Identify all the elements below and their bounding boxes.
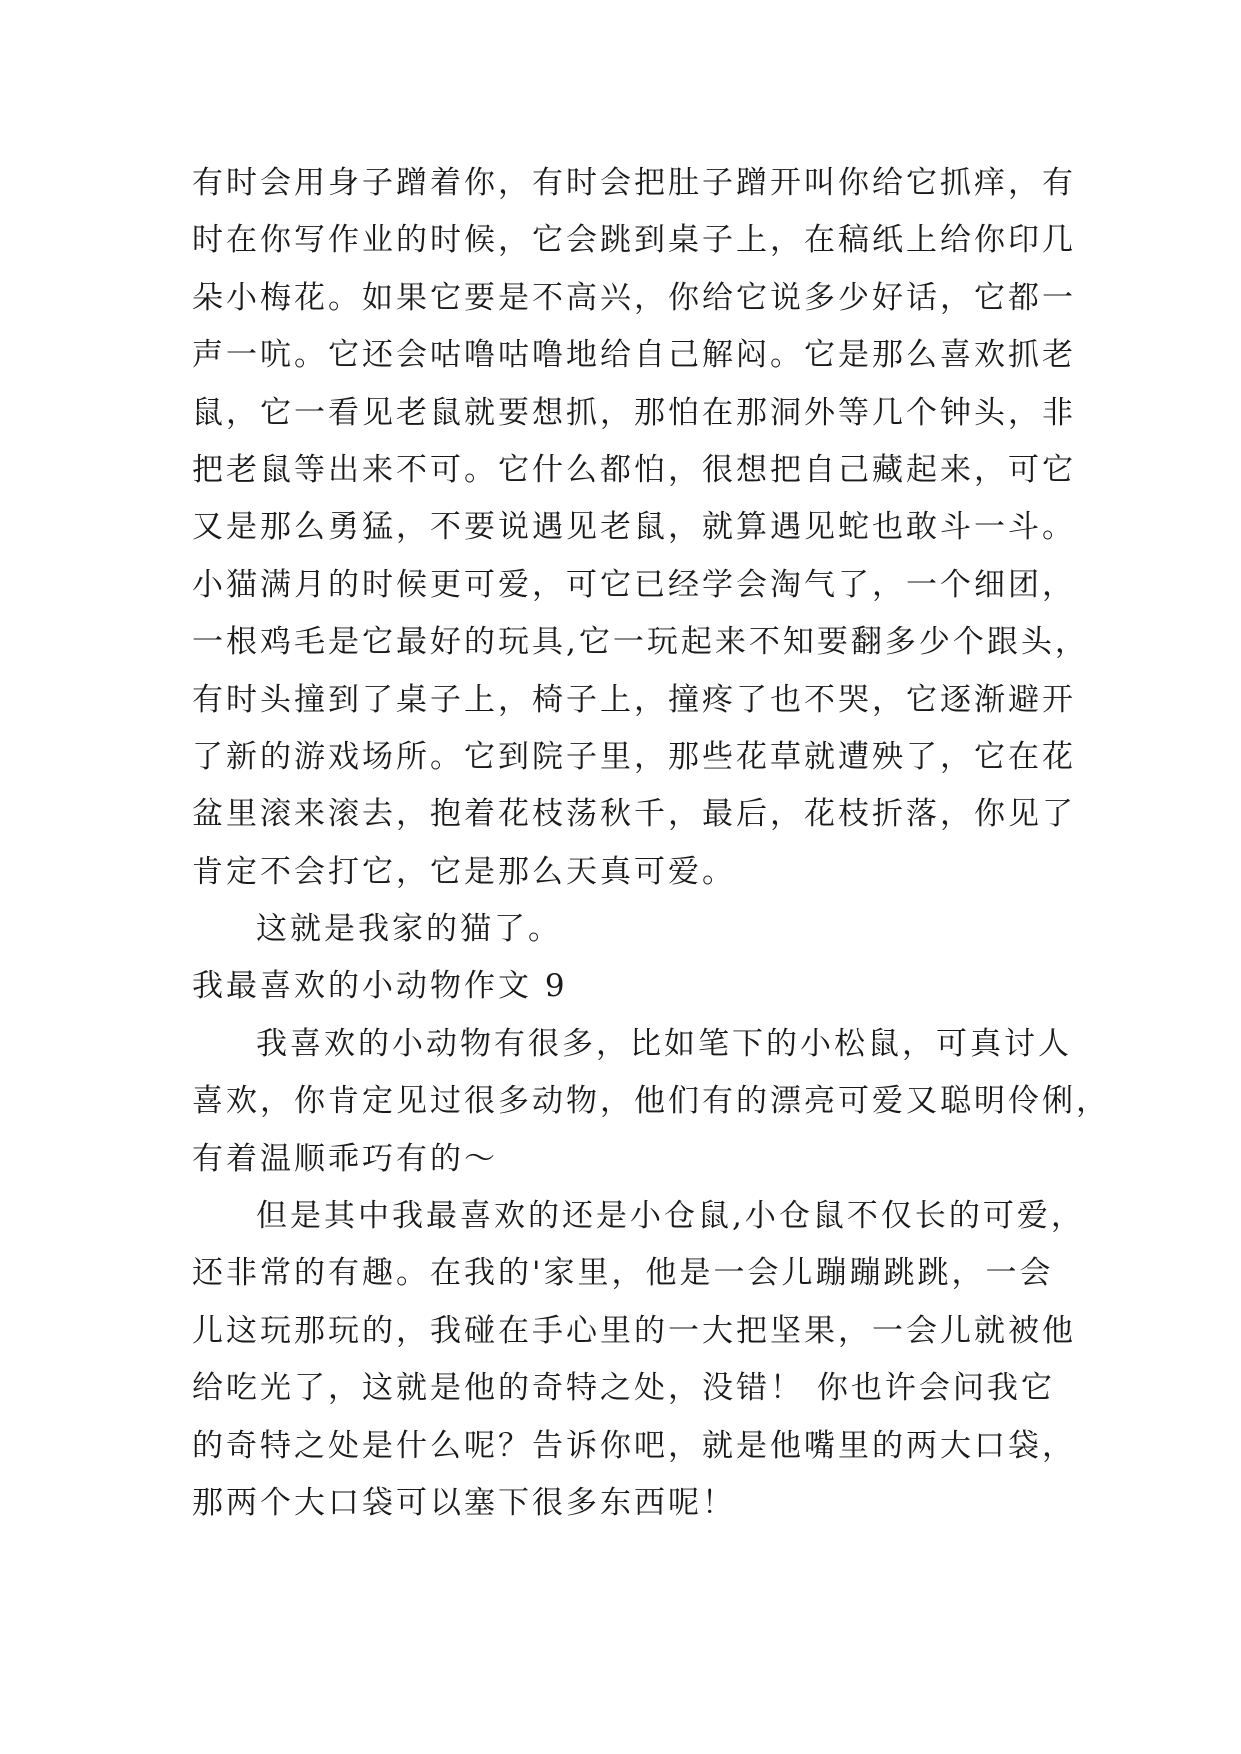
- text-line: 时在你写作业的时候，它会跳到桌子上，在稿纸上给你印几: [192, 222, 1076, 259]
- text-line: 的奇特之处是什么呢？告诉你吧，就是他嘴里的两大口袋，: [192, 1427, 1076, 1464]
- text-line: 有着温顺乖巧有的～: [192, 1140, 498, 1177]
- section-heading: 我最喜欢的小动物作文 9: [192, 968, 568, 1005]
- text-line: 儿这玩那玩的，我碰在手心里的一大把坚果，一会儿就被他: [192, 1312, 1076, 1349]
- text-line: 有时头撞到了桌子上，椅子上，撞疼了也不哭，它逐渐避开: [192, 681, 1076, 718]
- text-line: 给吃光了，这就是他的奇特之处，没错！ 你也许会问我它: [192, 1370, 1055, 1407]
- text-line: 肯定不会打它，它是那么天真可爱。: [192, 853, 736, 890]
- text-line: 鼠，它一看见老鼠就要想抓，那怕在那洞外等几个钟头，非: [192, 394, 1076, 431]
- text-line: 那两个大口袋可以塞下很多东西呢！: [192, 1484, 736, 1521]
- text-line: 我喜欢的小动物有很多，比如笔下的小松鼠，可真讨人: [256, 1025, 1072, 1062]
- text-line: 朵小梅花。如果它要是不高兴，你给它说多少好话，它都一: [192, 279, 1076, 316]
- text-line: 了新的游戏场所。它到院子里，那些花草就遭殃了，它在花: [192, 738, 1076, 775]
- text-line: 把老鼠等出来不可。它什么都怕，很想把自己藏起来，可它: [192, 451, 1076, 488]
- text-line: 喜欢，你肯定见过很多动物，他们有的漂亮可爱又聪明伶俐，: [192, 1083, 1110, 1120]
- document-body: [192, 155, 1110, 1532]
- text-line: 还非常的有趣。在我的'家里，他是一会儿蹦蹦跳跳，一会: [192, 1255, 1054, 1292]
- text-line: 有时会用身子蹭着你，有时会把肚子蹭开叫你给它抓痒，有: [192, 165, 1076, 201]
- text-line: 又是那么勇猛，不要说遇见老鼠，就算遇见蛇也敢斗一斗。: [192, 509, 1076, 546]
- text-line: 盆里滚来滚去，抱着花枝荡秋千，最后，花枝折落，你见了: [192, 796, 1076, 833]
- text-line: 这就是我家的猫了。: [256, 911, 562, 948]
- text-line: 声一吭。它还会咕噜咕噜地给自己解闷。它是那么喜欢抓老: [192, 337, 1076, 374]
- text-line: 一根鸡毛是它最好的玩具,它一玩起来不知要翻多少个跟头，: [192, 624, 1089, 661]
- text-line: 但是其中我最喜欢的还是小仓鼠,小仓鼠不仅长的可爱，: [256, 1198, 1085, 1235]
- text-line: 小猫满月的时候更可爱，可它已经学会淘气了，一个细团，: [192, 566, 1076, 603]
